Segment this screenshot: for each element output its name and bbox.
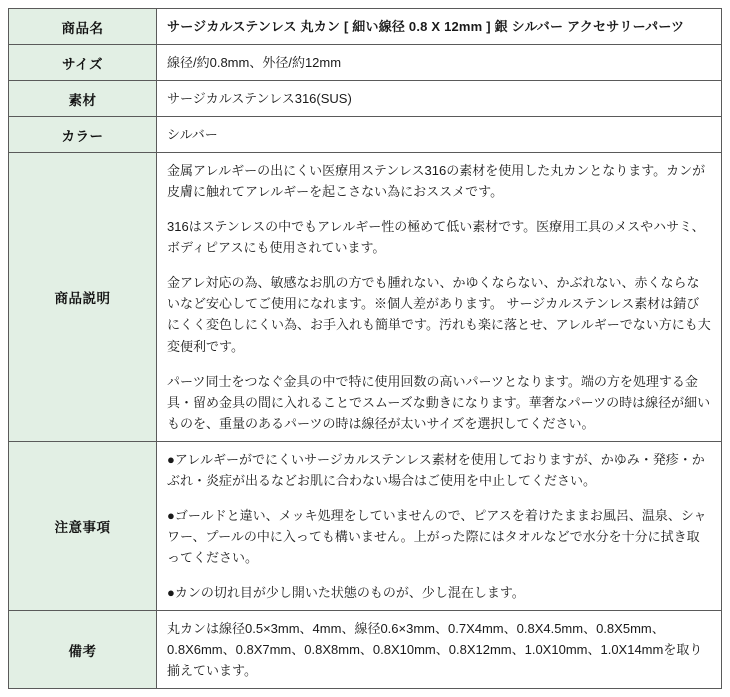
description-paragraph: 316はステンレスの中でもアレルギー性の極めて低い素材です。医療用工具のメスやハサミ、ボディピアスにも使用されています。	[167, 219, 705, 256]
row-header-material: 素材	[9, 81, 157, 117]
caution-paragraph: ●アレルギーがでにくいサージカルステンレス素材を使用しておりますが、かゆみ・発疹・かぶれ・炎症が出るなどお肌に合わない場合はご使用を中止してください。	[167, 451, 705, 488]
row-value-product-name: サージカルステンレス 丸カン [ 細い線径 0.8 X 12mm ] 銀 シルバー アクセサリーパーツ	[157, 9, 722, 45]
row-header-product-name: 商品名	[9, 9, 157, 45]
table-body	[9, 9, 722, 689]
remarks-paragraph: 丸カンは線径0.5×3mm、4mm、線径0.6×3mm、0.7X4mm、0.8X4.5mm、0.8X5mm、0.8X6mm、0.8X7mm、0.8X8mm、0.8X10mm、0.8X12mm、1.0X10mm、1.0X14mmを取り揃えています。	[167, 620, 703, 679]
caution-paragraph: ●ゴールドと違い、メッキ処理をしていませんので、ピアスを着けたままお風呂、温泉、シャワー、プールの中に入っても構いません。上がった際にはタオルなどで水分を十分に拭き取ってください。	[167, 507, 707, 565]
table-row	[9, 153, 722, 442]
table-row	[9, 441, 722, 610]
row-value-description	[157, 153, 722, 442]
row-value-material: サージカルステンレス316(SUS)	[157, 81, 722, 117]
table-row	[9, 610, 722, 688]
row-header-color: カラー	[9, 117, 157, 153]
row-header-remarks: 備考	[9, 610, 157, 688]
row-header-caution: 注意事項	[9, 441, 157, 610]
row-value-caution	[157, 441, 722, 610]
table-row	[9, 117, 722, 153]
table-row	[9, 9, 722, 45]
description-paragraph: 金属アレルギーの出にくい医療用ステンレス316の素材を使用した丸カンとなります。カンが皮膚に触れてアレルギーを起こさない為におススメです。	[167, 163, 706, 200]
row-header-size: サイズ	[9, 45, 157, 81]
description-paragraph: パーツ同士をつなぐ金具の中で特に使用回数の高いパーツとなります。端の方を処理する金具・留め金具の間に入れることでスムーズな動きになります。華奢なパーツの時は線径が細いものを、重量のあるパーツの時は線径が太いサイズを選択してください。	[167, 373, 711, 431]
row-header-description: 商品説明	[9, 153, 157, 442]
row-value-size: 線径/約0.8mm、外径/約12mm	[157, 45, 722, 81]
table-row	[9, 81, 722, 117]
caution-paragraph: ●カンの切れ目が少し開いた状態のものが、少し混在します。	[167, 584, 525, 600]
table-row	[9, 45, 722, 81]
row-value-remarks	[157, 610, 722, 688]
description-paragraph: 金アレ対応の為、敏感なお肌の方でも腫れない、かゆくならない、かぶれない、赤くならないなど安心してご使用になれます。※個人差があります。 サージカルステンレス素材は錆びにくく変色しにくい為、お手入れも簡単です。汚れも楽に落とせ、アレルギーでない方にも大変便利です。	[167, 275, 711, 354]
row-value-color: シルバー	[157, 117, 722, 153]
product-spec-table	[8, 8, 722, 689]
